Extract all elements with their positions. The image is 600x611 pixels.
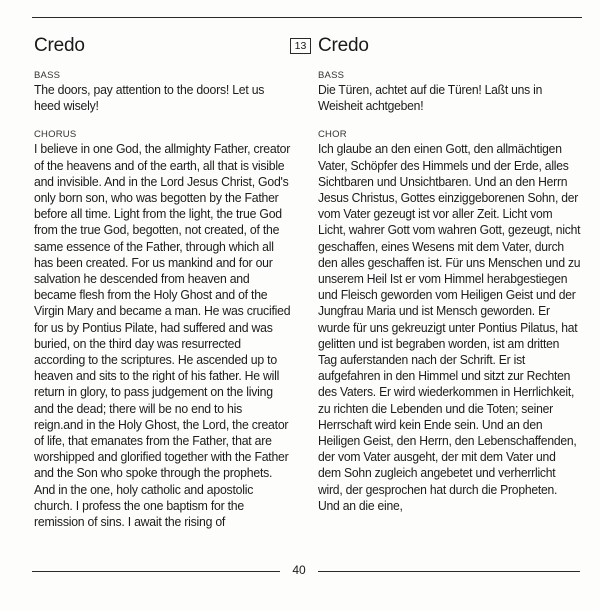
german-role-chor: CHOR: [318, 129, 347, 141]
english-role-bass: BASS: [34, 70, 61, 81]
german-title: Credo: [318, 35, 369, 56]
english-chorus-text: I believe in one God, the allmighty Father, creator of the heavens and of the earth, all that is visible and invisible. And in the Lord Jesus Christ, God's only born son, who was begotten by the Father before all time. Light from the light, the true God from the true God, begotten, not created, of the same essence of the Father, through which all has been created. For us mankind and for our salvation he descended from heaven and became flesh from the Holy Ghost and of the Virgin Mary and became a man. He was crucified for us by Pontius Pilate, had suffered and was buried, on the third day was resurrected according to the scriptures. He ascended up to heaven and sits to the right of his father. He will return in glory, to pass judgement on the living and the dead; there will be no end to his reign.and in the Holy Ghost, the Lord, the creator of life, that emanates from the Father, that are worshipped and glorified together with the Father and the Son who spoke through the prophets. And in the one, holy catholic and apostolic church. I profess the one baptism for the remission of sins. I await the rising of: [34, 141, 291, 530]
page-number: 40: [292, 563, 306, 577]
english-title-row: [34, 35, 290, 61]
footer-divider-right: [318, 571, 580, 572]
german-column: [294, 35, 581, 514]
german-bass-text: Die Türen, achtet auf die Türen! Laßt uns in Weisheit achtgeben!: [318, 82, 543, 114]
english-bass-text: The doors, pay attention to the doors! Let us heed wisely!: [34, 82, 265, 114]
track-number-badge: 13: [290, 38, 311, 54]
english-column: [34, 35, 290, 530]
german-role-bass: BASS: [318, 70, 345, 81]
english-role-chorus: CHORUS: [34, 129, 77, 141]
german-title-row: [294, 35, 580, 61]
english-title: Credo: [34, 35, 85, 56]
german-chor-text: Ich glaube an den einen Gott, den allmächtigen Vater, Schöpfer des Himmels und der Erde, alles Sichtbaren und Unsichtbaren. Und an den Herrn Jesus Christus, Gottes einziggeborenen Sohn, der vom Vater gezeugt ist vor aller Zeit. Licht vom Licht, wahrer Gott vom wahren Gott, gezeugt, nicht geschaffen, eines Wesens mit dem Vater, durch den alles geschaffen ist. Für uns Menschen und zu unserem Heil Ist er vom Himmel herabgestiegen und Fleisch geworden vom Heiligen Geist und der Jungfrau Maria und ist Mensch geworden. Er wurde für uns gekreuzigt unter Pontius Pilatus, hat gelitten und ist begraben worden, ist am dritten Tag auferstanden nach der Schrift. Er ist aufgefahren in den Himmel und sitzt zur Rechten des Vaters. Er wird wiederkommen in Herrlichkeit, zu richten die Lebenden und die Toten; seiner Herrschaft wird kein Ende sein. Und an den Heiligen Geist, den Herrn, den Lebenschaffenden, der vom Vater ausgeht, der mit dem Vater und dem Sohn zugleich angebetet und verherrlicht wird, der gesprochen hat durch die Propheten. Und an die eine,: [318, 141, 581, 513]
footer-divider-left: [32, 571, 280, 572]
top-divider: [32, 17, 582, 18]
